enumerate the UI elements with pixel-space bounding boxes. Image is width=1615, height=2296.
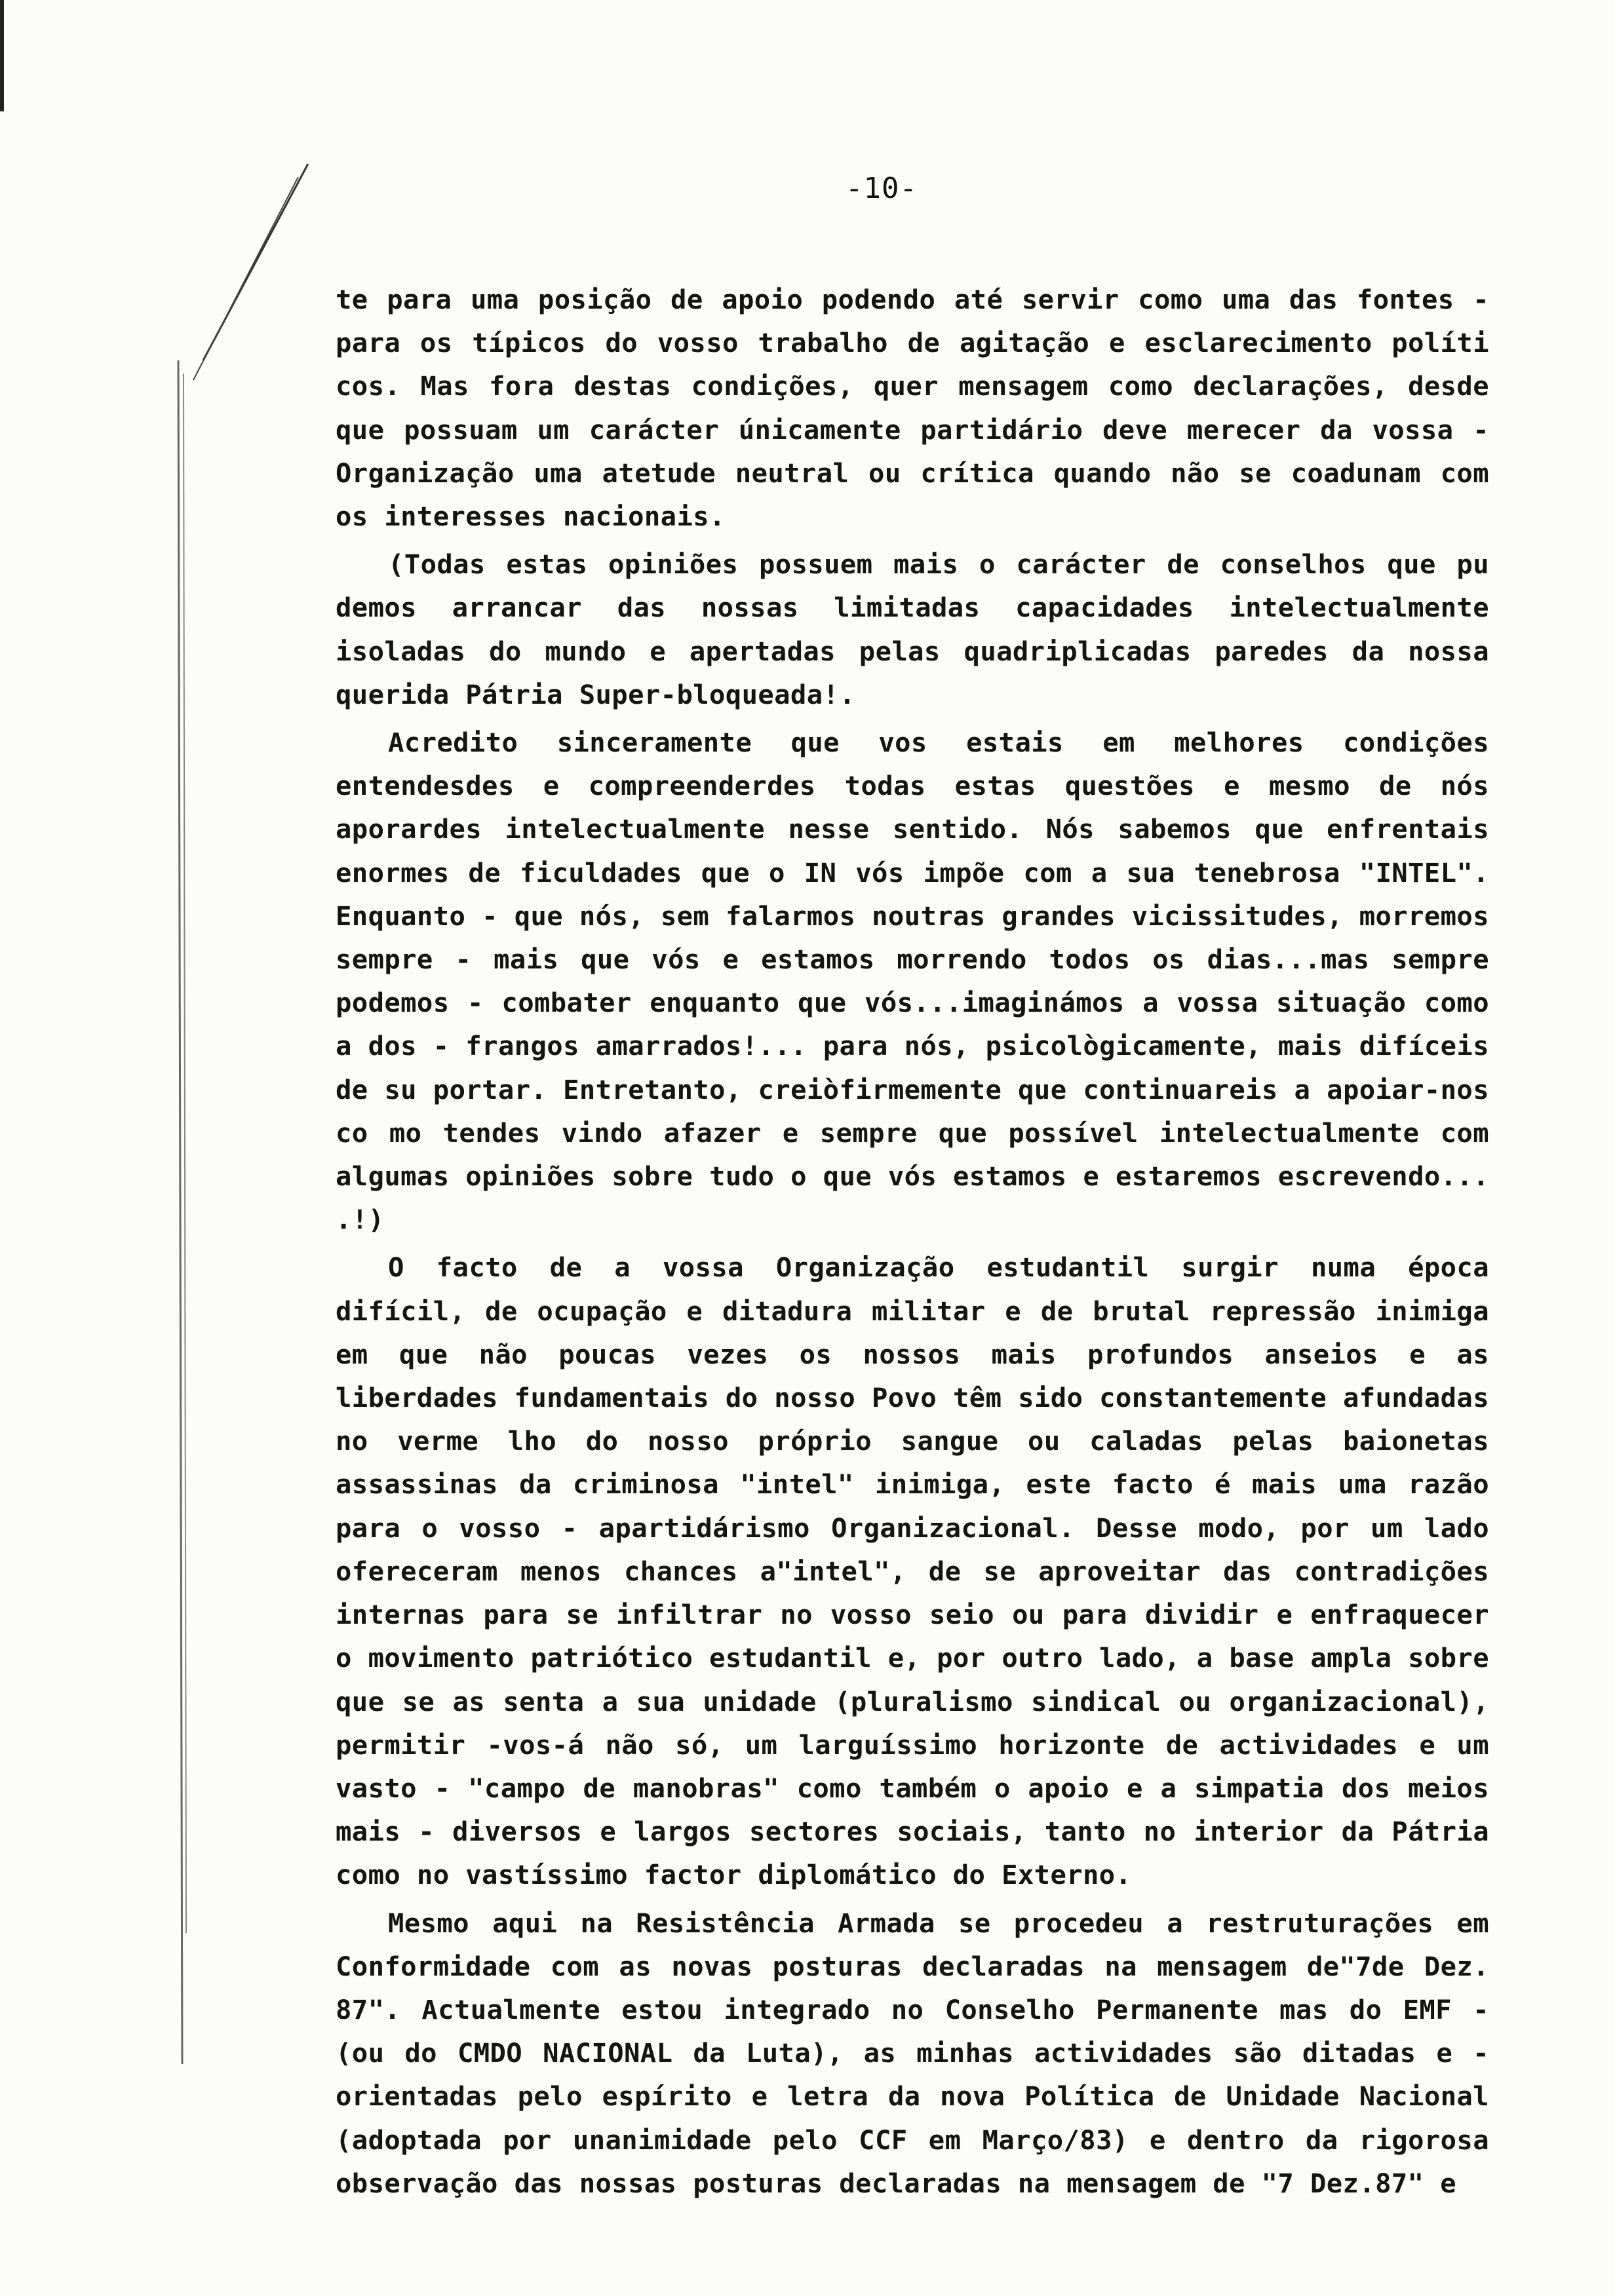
paragraph-2: (Todas estas opiniões possuem mais o carácter de conselhos que pu demos arrancar das nossas limitadas capacidades intelectualmente isoladas do mundo e apertadas pelas quadriplicadas paredes da nossa querida Pátria Super-bloqueada!. xyxy=(336,548,1489,710)
paragraph-5: Mesmo aqui na Resistência Armada se procedeu a restruturações em Conformidade com as novas posturas declaradas na mensagem de"7de Dez. 87". Actualmente estou integrado no Conselho Permanente mas do EMF - (ou do CMDO NACIONAL da Luta), as minhas actividades são ditadas e - orientadas pelo espírito e letra da nova Política de Unidade Nacional (adoptada por unanimidade pelo CCF em Março/83) e dentro da rigorosa observação das nossas posturas declaradas na mensagem de "7 Dez.87" e xyxy=(336,1907,1489,2199)
body-text xyxy=(336,278,1489,2210)
paragraph-3: Acredito sinceramente que vos estais em melhores condições entendesdes e compreenderdes todas estas questões e mesmo de nós aporardes intelectualmente nesse sentido. Nós sabemos que enfrentais enormes de ficuldades que o IN vós impõe com a sua tenebrosa "INTEL". Enquanto - que nós, sem falarmos noutras grandes vicissitudes, morremos sempre - mais que vós e estamos morrendo todos os dias...mas sempre podemos - combater enquanto que vós...imaginámos a vossa situação como a dos - frangos amarrados!... para nós, psicològicamente, mais difíceis de su portar. Entretanto, creiòfirmemente que continuareis a apoiar-nos co mo tendes vindo afazer e sempre que possível intelectualmente com algumas opiniões sobre tudo o que vós estamos e estaremos escrevendo... .!) xyxy=(336,727,1489,1236)
binding-marks xyxy=(164,164,360,2195)
paragraph-1: te para uma posição de apoio podendo até servir como uma das fontes - para os típicos do vosso trabalho de agitação e esclarecimento políti cos. Mas fora destas condições, quer mensagem como declarações, desde que possuam um carácter únicamente partidário deve merecer da vossa - Organização uma atetude neutral ou crítica quando não se coadunam com os interesses nacionais. xyxy=(336,284,1489,533)
scan-edge-mark xyxy=(0,0,4,111)
paragraph-4: O facto de a vossa Organização estudantil surgir numa época difícil, de ocupação e ditadura militar e de brutal repressão inimiga em que não poucas vezes os nossos mais profundos anseios e as liberdades fundamentais do nosso Povo têm sido constantemente afundadas no verme lho do nosso próprio sangue ou caladas pelas baionetas assassinas da criminosa "intel" inimiga, este facto é mais uma razão para o vosso - apartidárismo Organizacional. Desse modo, por um lado ofereceram menos chances a"intel", de se aproveitar das contradições internas para se infiltrar no vosso seio ou para dividir e enfraquecer o movimento patriótico estudantil e, por outro lado, a base ampla sobre que se as senta a sua unidade (pluralismo sindical ou organizacional), permitir -vos-á não só, um larguíssimo horizonte de actividades e um vasto - "campo de manobras" como também o apoio e a simpatia dos meios mais - diversos e largos sectores sociais, tanto no interior da Pátria como no vastíssimo factor diplomático do Externo. xyxy=(336,1252,1489,1891)
page-number: -10- xyxy=(846,172,918,205)
